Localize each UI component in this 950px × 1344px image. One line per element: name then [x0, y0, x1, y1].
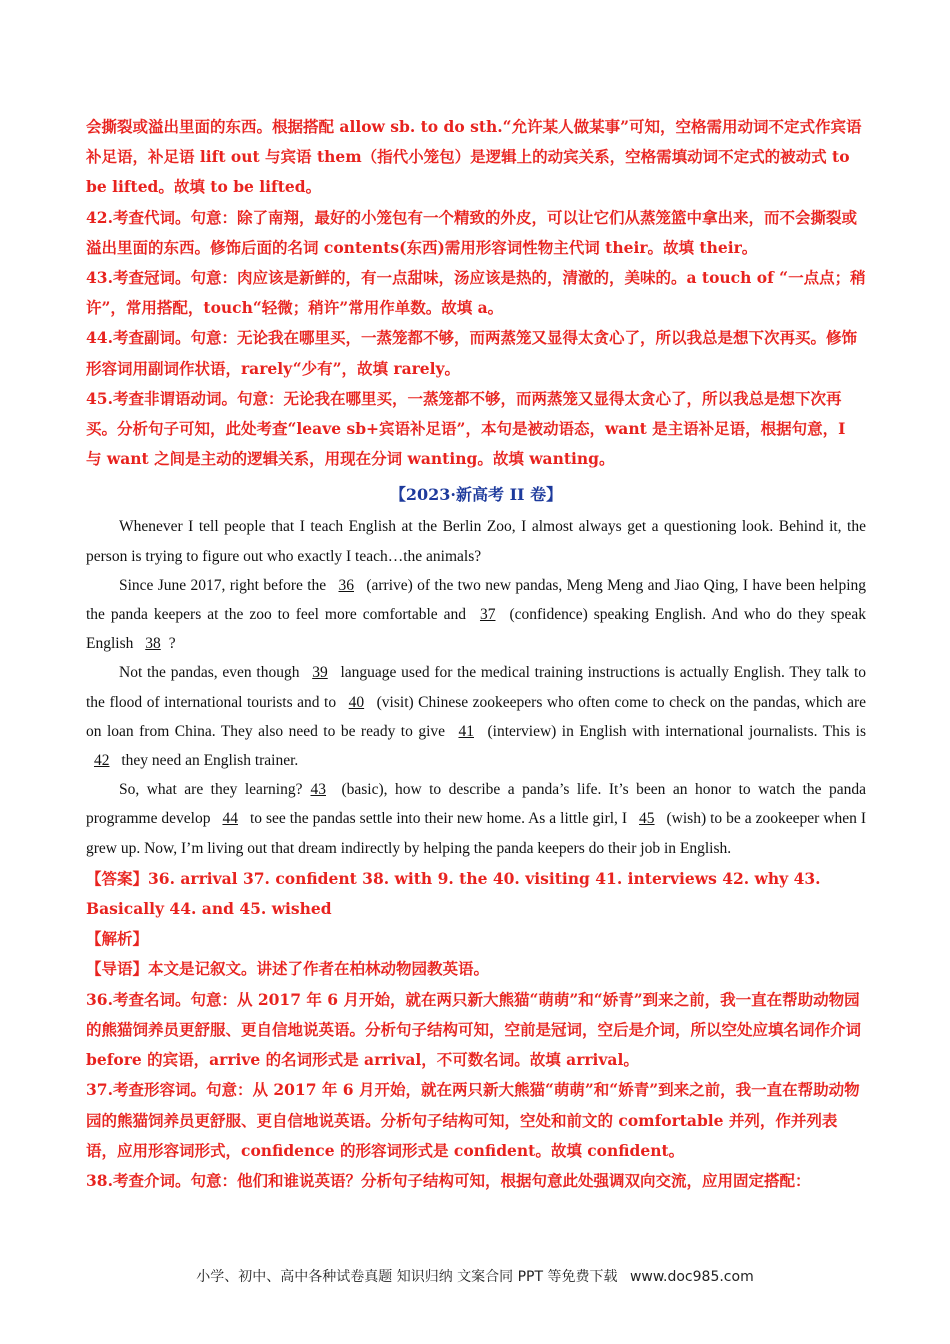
blank-36: 36	[338, 576, 355, 594]
blank-39: 39	[312, 664, 328, 682]
passage-paragraph-2: Since June 2017, right before the 36 (arrive) of the two new pandas, Meng Meng and Jiao Qing, I have been helping the panda keepers at the zoo to feel more comfortable and 37 (confidence) speaking English. And who do they speak English 38 ?	[86, 576, 867, 653]
blank-41: 41	[458, 722, 474, 740]
passage	[86, 512, 866, 862]
footer	[0, 1266, 950, 1286]
analysis-44: 44.考查副词。句意：无论我在哪里买，一蒸笼都不够，而两蒸笼又显得太贪心了，所以我总是想下次再买。修饰形容词用副词作状语，rarely“少有”，故填 rarely。	[86, 328, 857, 378]
guide-line: 【导语】本文是记叙文。讲述了作者在柏林动物园教英语。	[86, 959, 490, 979]
analysis-36: 36.考查名词。句意：从 2017 年 6 月开始，就在两只新大熊猫“萌萌”和“娇青”到来之前，我一直在帮助动物园的熊猫饲养员更舒服、更自信地说英语。分析句子结构可知，空前是冠词，空后是介词，所以空处应填名词作介词 before 的宾语，arrive 的名词形式是 arrival，不可数名词。故填 arrival。	[86, 989, 862, 1070]
analysis-text: 会撕裂或溢出里面的东西。根据搭配 allow sb. to do sth.“允许某人做某事”可知，空格需用动词不定式作宾语补足语，补足语 lift out 与宾语 them（指代小笼包）是逻辑上的动宾关系，空格需填动词不定式的被动式 to be lifted。故填 to be lifted。	[86, 117, 862, 197]
blank-43: 43	[310, 781, 326, 799]
blank-38: 38	[145, 635, 161, 653]
section-title: 【2023·新高考 II 卷】	[389, 485, 563, 505]
analysis-42: 42.考查代词。句意：除了南翔，最好的小笼包有一个精致的外皮，可以让它们从蒸笼篮中拿出来，而不会撕裂或溢出里面的东西。修饰后面的名词 contents(东西)需用形容词性物主代词 their。故填 their。	[86, 207, 857, 257]
page-content	[86, 112, 866, 1196]
answer-line: 【答案】36. arrival 37. confident 38. with 9. the 40. visiting 41. interviews 42. why 43. Basically 44. and 45. wished	[86, 868, 821, 919]
footer-site-link[interactable]: www.doc985.com	[629, 1269, 754, 1285]
footer-text: 小学、初中、高中各种试卷真题 知识归纳 文案合同 PPT 等免费下载	[196, 1269, 618, 1285]
blank-45: 45	[639, 810, 655, 828]
blank-42: 42	[94, 752, 110, 770]
analysis-37: 37.考查形容词。句意：从 2017 年 6 月开始，就在两只新大熊猫“萌萌”和“娇青”到来之前，我一直在帮助动物园的熊猫饲养员更舒服、更自信地说英语。分析句子结构可知，空处和前文的 comfortable 并列，作并列表语，应用形容词形式，confidence 的形容词形式是 confident。故填 confident。	[86, 1080, 860, 1160]
analysis-label: 【解析】	[86, 929, 149, 949]
passage-paragraph-3: Not the pandas, even though 39 language used for the medical training instructions is actually English. They talk to the flood of international tourists and to 40 (visit) Chinese zookeepers who often come to check on the pandas, which are on loan from China. They also need to be ready to give 41 (interview) in English with international journalists. This is 42 they need an English trainer.	[86, 664, 866, 770]
analysis-45: 45.考查非谓语动词。句意：无论我在哪里买，一蒸笼都不够，而两蒸笼又显得太贪心了，所以我总是想下次再买。分析句子可知，此处考查“leave sb+宾语补足语”，本句是被动语态，want 是主语补足语，根据句意，I 与 want 之间是主动的逻辑关系，用现在分词 wanting。故填 wanting。	[86, 388, 846, 469]
blank-44: 44	[222, 810, 238, 828]
blank-40: 40	[348, 693, 365, 711]
analysis-43: 43.考查冠词。句意：肉应该是新鲜的，有一点甜味，汤应该是热的，清澈的，美味的。a touch of “一点点；稍许”，常用搭配，touch“轻微；稍许”常用作单数。故填 a。	[86, 268, 866, 318]
blank-37: 37	[479, 606, 496, 624]
analysis-38: 38.考查介词。句意：他们和谁说英语？分析句子结构可知，根据句意此处强调双向交流，应用固定搭配：	[86, 1170, 811, 1190]
passage-paragraph-1: Whenever I tell people that I teach English at the Berlin Zoo, I almost always get a questioning look. Behind it, the person is trying to figure out who exactly I teach…the animals?	[86, 518, 866, 565]
passage-paragraph-4: So, what are they learning? 43 (basic), how to describe a panda’s life. It’s been an honor to watch the panda programme develop 44 to see the pandas settle into their new home. As a little girl, I 45 (wish) to be a zookeeper when I grew up. Now, I’m living out that dream indirectly by helping the panda keepers do their job in English.	[86, 781, 866, 857]
